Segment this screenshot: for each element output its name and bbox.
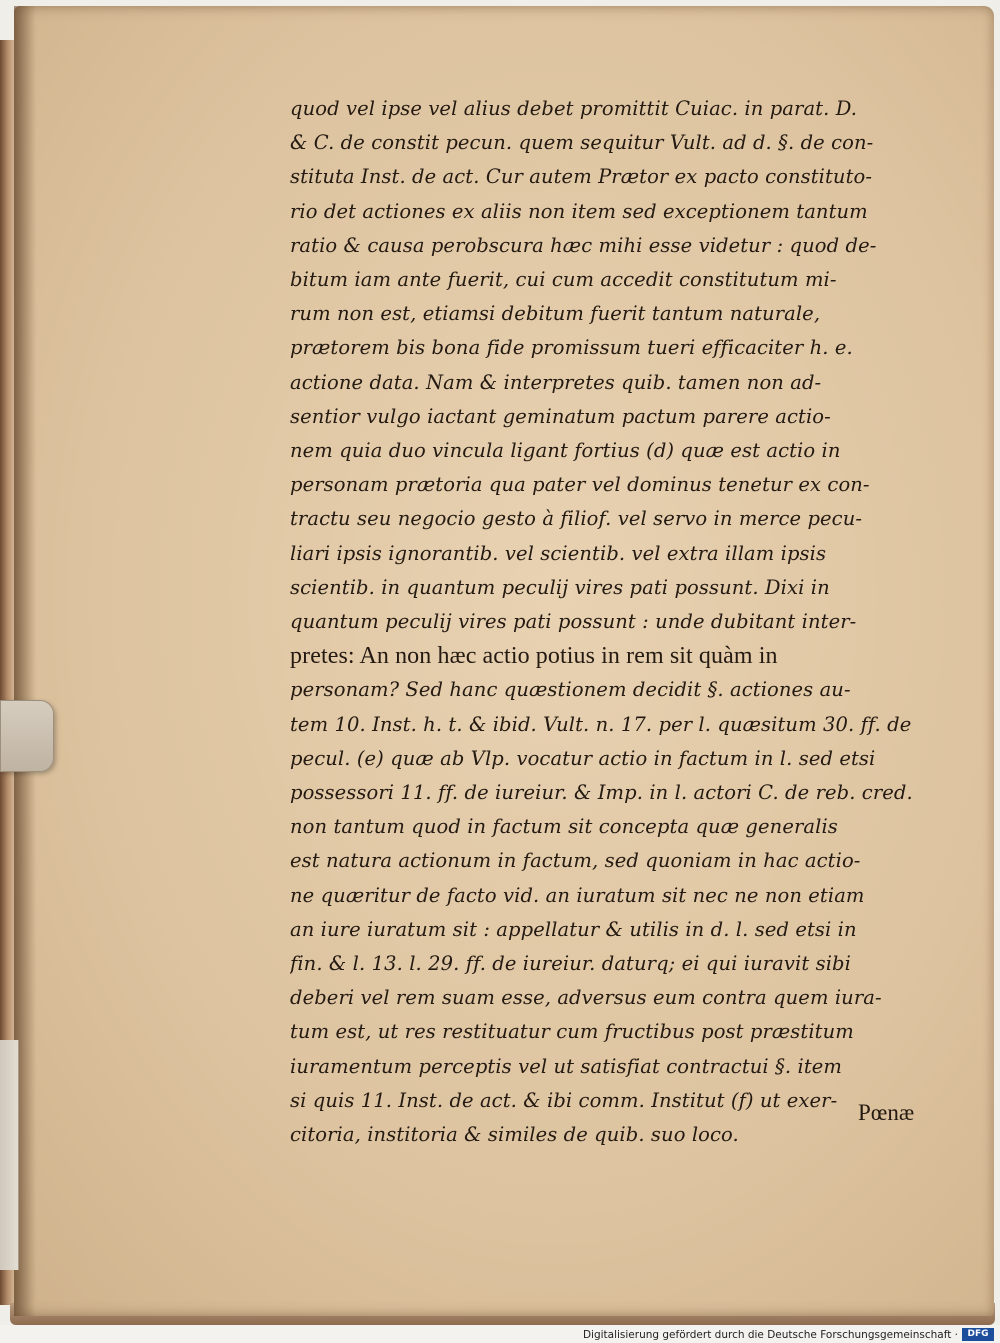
page-clip-tab [0, 700, 54, 772]
text-line: deberi vel rem suam esse, adversus eum contra quem iura- [290, 986, 882, 1010]
text-line: non tantum quod in factum sit concepta quæ generalis [290, 815, 838, 839]
text-line: fin. & l. 13. l. 29. ff. de iureiur. daturq; ei qui iuravit sibi [290, 952, 851, 976]
text-line: quantum peculij vires pati possunt : unde dubitant inter- [290, 610, 857, 634]
text-line: tractu seu negocio gesto à filiof. vel servo in merce pecu- [290, 507, 863, 531]
text-line: personam? Sed hanc quæstionem decidit §. actiones au- [290, 678, 851, 702]
text-line: pecul. (e) quæ ab Vlp. vocatur actio in factum in l. sed etsi [290, 746, 876, 770]
catchword: Pœnæ [858, 1100, 915, 1125]
text-line: quod vel ipse vel alius debet promittit Cuiac. in parat. D. [290, 97, 858, 120]
text-line: stituta Inst. de act. Cur autem Prætor ex pacto constituto- [290, 165, 873, 189]
text-line-roman: pretes: An non hæc actio potius in rem sit quàm in [290, 643, 778, 670]
text-line: citoria, institoria & similes de quib. suo loco. [290, 1123, 739, 1147]
text-line: nem quia duo vincula ligant fortius (d) quæ est actio in [290, 439, 841, 463]
text-line: personam prætoria qua pater vel dominus tenetur ex con- [290, 473, 870, 497]
text-line: possessori 11. ff. de iureiur. & Imp. in l. actori C. de reb. cred. [290, 781, 913, 805]
text-line: tum est, ut res restituatur cum fructibus post præstitum [290, 1020, 854, 1044]
text-line: rio det actiones ex aliis non item sed exceptionem tantum [290, 199, 868, 223]
funding-credit: Digitalisierung gefördert durch die Deutsche Forschungsgemeinschaft · [582, 1329, 958, 1341]
text-line: prætorem bis bona fide promissum tueri efficaciter h. e. [290, 336, 853, 360]
body-text [290, 92, 950, 1152]
text-line: sentior vulgo iactant geminatum pactum parere actio- [290, 404, 831, 428]
text-line: ratio & causa perobscura hæc mihi esse videtur : quod de- [290, 233, 877, 257]
text-line: est natura actionum in factum, sed quoniam in hac actio- [290, 849, 861, 873]
text-line: ne quæritur de facto vid. an iuratum sit nec ne non etiam [290, 883, 865, 907]
text-line: actione data. Nam & interpretes quib. tamen non ad- [290, 370, 822, 394]
text-line: scientib. in quantum peculij vires pati possunt. Dixi in [290, 575, 830, 599]
text-line: bitum iam ante fuerit, cui cum accedit constitutum mi- [290, 268, 837, 292]
text-line: liari ipsis ignorantib. vel scientib. vel extra illam ipsis [290, 541, 827, 565]
text-line: & C. de constit pecun. quem sequitur Vult. ad d. §. de con- [290, 131, 874, 155]
text-line: rum non est, etiamsi debitum fuerit tantum naturale, [290, 302, 821, 326]
text-line: tem 10. Inst. h. t. & ibid. Vult. n. 17. per l. quæsitum 30. ff. de [290, 712, 912, 736]
text-line: si quis 11. Inst. de act. & ibi comm. Institut (f) ut exer- [290, 1088, 838, 1112]
text-line: iuramentum perceptis vel ut satisfiat contractui §. item [290, 1054, 842, 1078]
page-edge-paper-strip [0, 1040, 19, 1270]
text-line: an iure iuratum sit : appellatur & utilis in d. l. sed etsi in [290, 917, 857, 941]
dfg-logo: DFG [962, 1328, 994, 1341]
